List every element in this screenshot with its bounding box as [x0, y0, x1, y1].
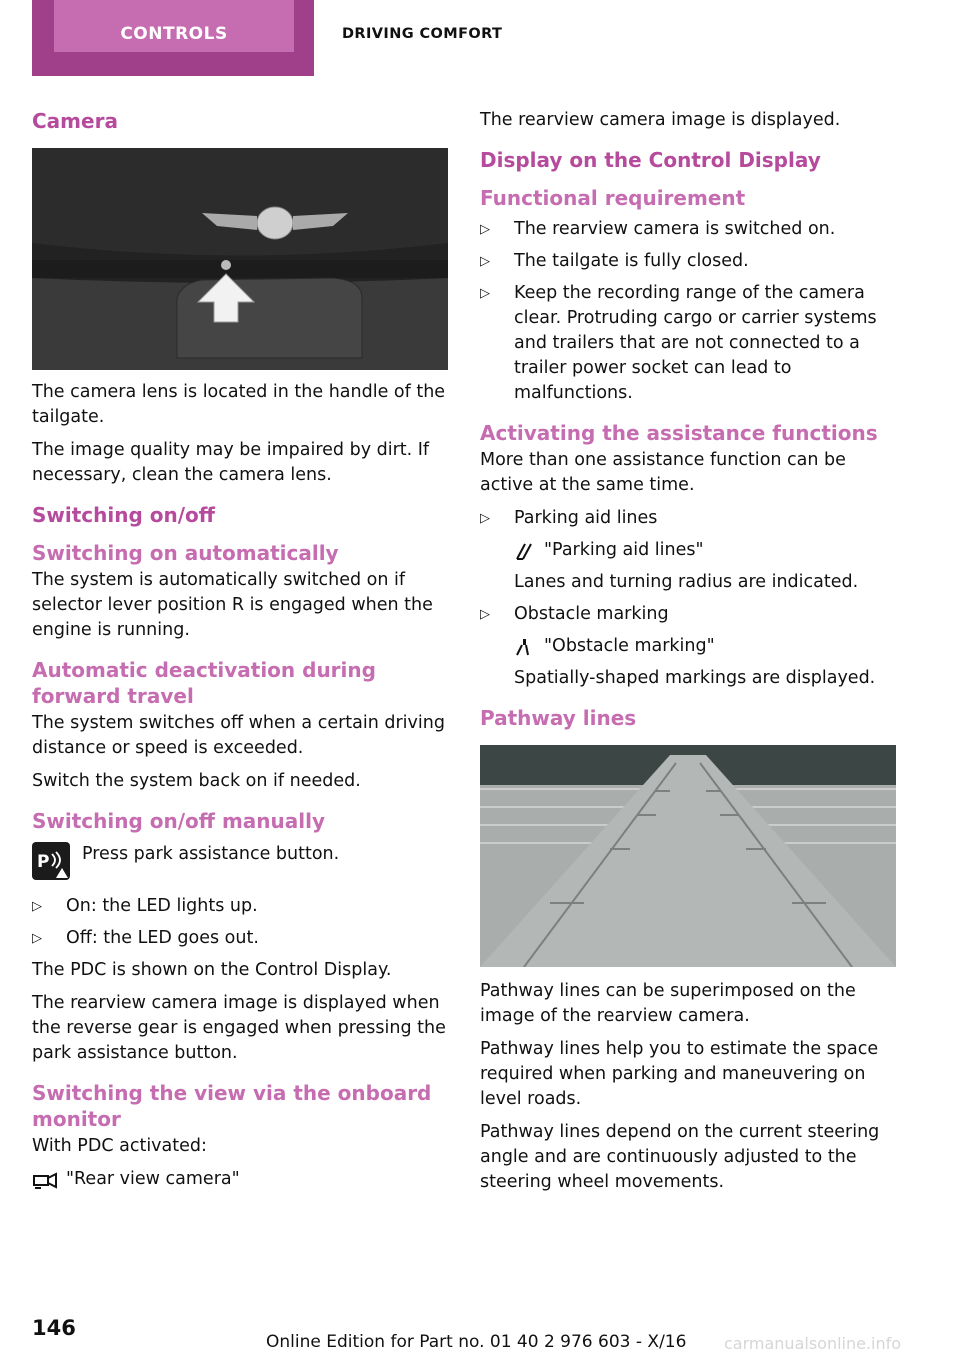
list-item-text: The rearview camera is switched on.: [514, 219, 836, 239]
auto-paragraph: The system is automatically switched on if selector lever position R is engaged when the engine is running.: [32, 570, 433, 640]
page-number: 146: [32, 1316, 76, 1340]
header-section-title: DRIVING COMFORT: [342, 26, 503, 42]
list-item-text: On: the LED lights up.: [66, 896, 258, 916]
obstacle-marking-desc: Spatially-shaped markings are displayed.: [514, 668, 876, 688]
left-column: [32, 108, 448, 1192]
obstacle-marking-icon: [514, 637, 536, 657]
assistance-heading: Activating the assistance functions: [480, 421, 878, 445]
parking-aid-lines-item: "Parking aid lines": [544, 540, 704, 560]
svg-text:P: P: [37, 852, 50, 872]
list-item: [480, 281, 896, 406]
manual-heading: Switching on/off manually: [32, 809, 326, 833]
list-item: [480, 217, 896, 242]
edition-footer: Online Edition for Part no. 01 40 2 976 603 - X/16: [266, 1332, 687, 1352]
tailgate-camera-image: [32, 148, 448, 370]
auto-heading: Switching on automatically: [32, 541, 339, 565]
view-paragraph: With PDC activated:: [32, 1136, 207, 1156]
deactivation-paragraph-1: The system switches off when a certain driving distance or speed is exceeded.: [32, 713, 445, 758]
rear-camera-icon: [32, 1170, 58, 1190]
list-item-obstacle-marking: [480, 602, 896, 627]
pathway-heading: Pathway lines: [480, 706, 637, 730]
triangle-bullet-icon: ▷: [480, 222, 490, 237]
rear-displayed-paragraph: The rearview camera image is displayed.: [480, 110, 841, 130]
pathway-paragraph-3: Pathway lines depend on the current steering angle and are continuously adjusted to the steering wheel movements.: [480, 1122, 880, 1192]
header-tab-controls: [32, 0, 314, 76]
rearview-paragraph: The rearview camera image is displayed when the reverse gear is engaged when pressing the park assistance button.: [32, 993, 446, 1063]
deactivation-heading: Automatic deactivation during forward travel: [32, 658, 376, 708]
header-tab-controls-label: CONTROLS: [54, 0, 294, 52]
watermark: carmanualsonline.info: [724, 1334, 902, 1353]
list-item-text: Obstacle marking: [514, 604, 669, 624]
assistance-paragraph: More than one assistance function can be active at the same time.: [480, 450, 846, 495]
view-heading: Switching the view via the onboard monitor: [32, 1081, 432, 1131]
triangle-bullet-icon: ▷: [480, 254, 490, 269]
triangle-bullet-icon: ▷: [32, 931, 42, 946]
camera-paragraph-1: The camera lens is located in the handle of the tailgate.: [32, 382, 446, 427]
pathway-lines-image: [480, 745, 896, 967]
switch-heading: Switching on/off: [32, 503, 215, 527]
list-item-parking-aid-lines: [480, 506, 896, 531]
display-heading: Display on the Control Display: [480, 148, 821, 172]
pathway-paragraph-2: Pathway lines help you to estimate the space required when parking and maneuvering on level roads.: [480, 1039, 879, 1109]
right-column: [480, 108, 896, 1203]
list-item-text: Parking aid lines: [514, 508, 658, 528]
triangle-bullet-icon: ▷: [480, 511, 490, 526]
functional-requirement-heading: Functional requirement: [480, 186, 746, 210]
list-item-on: [32, 894, 448, 919]
deactivation-paragraph-2: Switch the system back on if needed.: [32, 771, 361, 791]
pdc-paragraph: The PDC is shown on the Control Display.: [32, 960, 392, 980]
manual-paragraph: Press park assistance button.: [82, 844, 340, 864]
camera-heading: Camera: [32, 109, 118, 133]
pathway-paragraph-1: Pathway lines can be superimposed on the image of the rearview camera.: [480, 981, 856, 1026]
list-item-off: [32, 926, 448, 951]
parking-aid-lines-icon: [514, 541, 536, 561]
obstacle-marking-item: "Obstacle marking": [544, 636, 715, 656]
triangle-bullet-icon: ▷: [480, 286, 490, 301]
park-assist-button-icon: [32, 842, 70, 880]
camera-paragraph-2: The image quality may be impaired by dirt. If necessary, clean the camera lens.: [32, 440, 430, 485]
parking-aid-lines-desc: Lanes and turning radius are indicated.: [514, 572, 859, 592]
triangle-bullet-icon: ▷: [480, 607, 490, 622]
list-item-text: Keep the recording range of the camera clear. Protruding cargo or carrier systems and trailers that are not connected to a trailer power socket can lead to malfunctions.: [514, 283, 877, 403]
list-item: [480, 249, 896, 274]
triangle-bullet-icon: ▷: [32, 899, 42, 914]
view-item: "Rear view camera": [66, 1169, 240, 1189]
list-item-text: Off: the LED goes out.: [66, 928, 259, 948]
list-item-text: The tailgate is fully closed.: [514, 251, 749, 271]
